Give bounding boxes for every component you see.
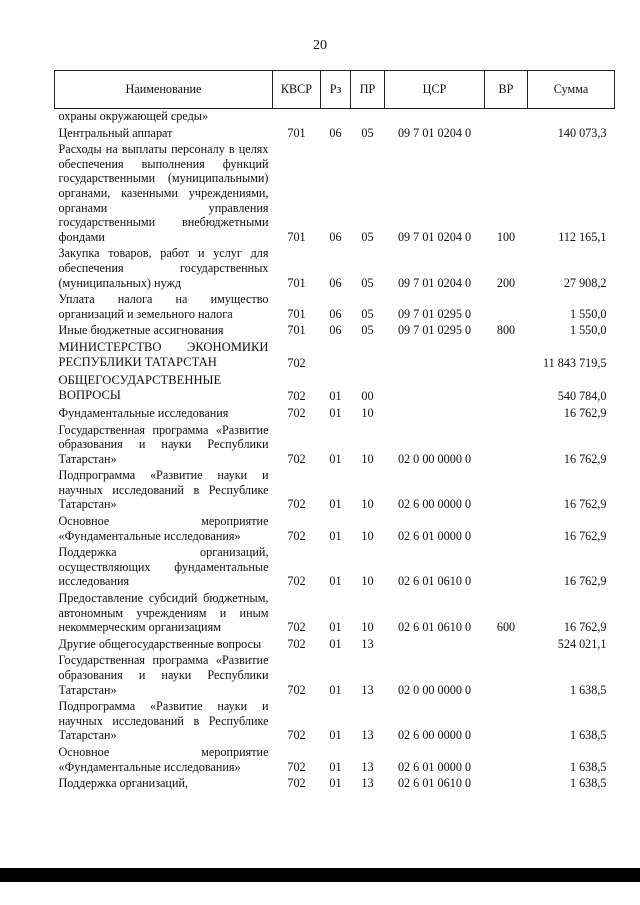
cell-kvsr: [273, 109, 321, 126]
cell-rz: [321, 109, 351, 126]
cell-sum: 1 550,0: [569, 323, 607, 338]
cell-rz: 06: [329, 275, 342, 290]
cell-name: Иные бюджетные ассигнования: [58, 323, 224, 338]
cell-csr: 02 6 01 0610 0: [397, 574, 472, 589]
table-row: [55, 373, 615, 406]
cell-pr: 05: [361, 323, 374, 338]
cell-csr: 09 7 01 0204 0: [397, 275, 472, 290]
cell-sum: 540 784,0: [557, 389, 607, 404]
cell-rz: [321, 340, 351, 373]
cell-name: ОБЩЕГОСУДАРСТВЕННЫЕ ВОПРОСЫ: [58, 372, 222, 403]
cell-rz: 01: [329, 620, 342, 635]
cell-sum: 1 550,0: [569, 306, 607, 321]
cell-name: Фундаментальные исследования: [58, 405, 229, 420]
cell-csr: [385, 340, 485, 373]
cell-pr: 10: [361, 405, 374, 420]
cell-csr: 02 6 00 0000 0: [397, 497, 472, 512]
cell-sum: 112 165,1: [558, 229, 607, 244]
table-row: [55, 745, 615, 776]
header-name: Наименование: [55, 71, 273, 109]
table-row: [55, 653, 615, 699]
cell-csr: 09 7 01 0295 0: [397, 323, 472, 338]
cell-kvsr: 701: [287, 275, 306, 290]
table-row: [55, 340, 615, 373]
cell-rz: 01: [329, 682, 342, 697]
cell-sum: 11 843 719,5: [542, 356, 607, 371]
cell-rz: 01: [329, 636, 342, 651]
cell-rz: 06: [329, 306, 342, 321]
header-rz: Рз: [321, 71, 351, 109]
header-sum: Сумма: [528, 71, 615, 109]
cell-kvsr: 702: [287, 451, 306, 466]
cell-kvsr: 702: [287, 528, 306, 543]
cell-kvsr: 702: [287, 759, 306, 774]
page-number: 20: [313, 38, 327, 53]
cell-pr: 13: [361, 776, 374, 791]
cell-kvsr: 702: [287, 728, 306, 743]
cell-pr: 13: [361, 636, 374, 651]
header-csr: ЦСР: [385, 71, 485, 109]
table-row: [55, 591, 615, 637]
cell-kvsr: 702: [287, 574, 306, 589]
cell-name: Подпрограмма «Развитие науки и научных исследований в Республике Татарстан»: [58, 699, 269, 743]
cell-name: Поддержка организаций,: [58, 776, 189, 791]
cell-kvsr: 701: [287, 229, 306, 244]
table-body: [55, 109, 615, 793]
cell-pr: 13: [361, 682, 374, 697]
cell-sum: 1 638,5: [569, 682, 607, 697]
cell-csr: 02 6 01 0610 0: [397, 776, 472, 791]
cell-csr: [385, 373, 485, 406]
cell-sum: 16 762,9: [563, 405, 607, 420]
cell-pr: 10: [361, 451, 374, 466]
cell-kvsr: 702: [287, 620, 306, 635]
table-row: [55, 514, 615, 545]
cell-name: Предоставление субсидий бюджетным, автономным учреждениям и иным некоммерческим организациям: [58, 591, 269, 635]
cell-csr: [385, 406, 485, 423]
cell-vr: [485, 514, 528, 545]
cell-name: охраны окружающей среды»: [58, 109, 209, 123]
cell-pr: 05: [361, 229, 374, 244]
cell-vr: [485, 653, 528, 699]
cell-pr: 10: [361, 620, 374, 635]
cell-sum: 1 638,5: [569, 776, 607, 791]
cell-sum: 16 762,9: [563, 574, 607, 589]
cell-name: Другие общегосударственные вопросы: [58, 636, 262, 651]
table-row: [55, 109, 615, 126]
cell-sum: 16 762,9: [563, 497, 607, 512]
cell-vr: [485, 406, 528, 423]
cell-pr: [351, 109, 385, 126]
cell-csr: 09 7 01 0204 0: [397, 125, 472, 140]
cell-csr: 02 6 01 0610 0: [397, 620, 472, 635]
cell-name: МИНИСТЕРСТВО ЭКОНОМИКИ РЕСПУБЛИКИ ТАТАРСТАН: [58, 339, 269, 370]
cell-kvsr: 702: [287, 389, 306, 404]
cell-pr: 10: [361, 528, 374, 543]
table-row: [55, 637, 615, 654]
cell-pr: 05: [361, 275, 374, 290]
cell-name: Государственная программа «Развитие образования и науки Республики Татарстан»: [58, 653, 269, 697]
cell-name: Государственная программа «Развитие образования и науки Республики Татарстан»: [58, 422, 269, 466]
cell-sum: 1 638,5: [569, 759, 607, 774]
cell-kvsr: 701: [287, 323, 306, 338]
table-row: [55, 776, 615, 793]
cell-pr: [351, 340, 385, 373]
cell-rz: 01: [329, 451, 342, 466]
cell-kvsr: 702: [287, 682, 306, 697]
cell-pr: 13: [361, 728, 374, 743]
table-row: [55, 292, 615, 323]
cell-vr: [485, 545, 528, 591]
table-row: [55, 246, 615, 292]
cell-name: Уплата налога на имущество организаций и земельного налога: [58, 292, 269, 321]
cell-csr: [385, 637, 485, 654]
cell-vr: [485, 292, 528, 323]
cell-name: Основное мероприятие «Фундаментальные исследования»: [58, 744, 269, 774]
cell-vr: [485, 373, 528, 406]
cell-rz: 06: [329, 125, 342, 140]
cell-csr: 02 6 01 0000 0: [397, 528, 472, 543]
cell-vr: [485, 109, 528, 126]
cell-vr: [485, 423, 528, 469]
cell-vr: [485, 745, 528, 776]
cell-rz: 01: [329, 776, 342, 791]
table-row: [55, 323, 615, 340]
cell-csr: 09 7 01 0295 0: [397, 306, 472, 321]
cell-vr: [485, 340, 528, 373]
cell-vr: 800: [496, 323, 516, 338]
cell-sum: 140 073,3: [557, 125, 607, 140]
table-row: [55, 468, 615, 514]
cell-vr: 200: [496, 275, 516, 290]
cell-vr: [485, 126, 528, 143]
cell-rz: 01: [329, 528, 342, 543]
cell-csr: 02 6 01 0000 0: [397, 759, 472, 774]
cell-pr: 10: [361, 574, 374, 589]
cell-csr: 02 0 00 0000 0: [397, 451, 472, 466]
cell-name: Расходы на выплаты персоналу в целях обеспечения выполнения функций государственными (муниципальными) органами, казенными учреждениями, органами управления государственными внебюджетными фондами: [58, 142, 269, 244]
cell-rz: 01: [329, 389, 342, 404]
scan-edge-bar: [0, 868, 640, 882]
cell-rz: 06: [329, 229, 342, 244]
cell-csr: 02 0 00 0000 0: [397, 682, 472, 697]
table-row: [55, 126, 615, 143]
table-row: [55, 142, 615, 246]
cell-vr: [485, 699, 528, 745]
cell-sum: 16 762,9: [563, 528, 607, 543]
header-vr: ВР: [485, 71, 528, 109]
cell-csr: [385, 109, 485, 126]
cell-kvsr: 701: [287, 125, 306, 140]
cell-pr: 13: [361, 759, 374, 774]
cell-sum: 16 762,9: [563, 451, 607, 466]
cell-kvsr: 702: [287, 497, 306, 512]
cell-pr: 05: [361, 125, 374, 140]
cell-vr: [485, 637, 528, 654]
cell-name: Подпрограмма «Развитие науки и научных исследований в Республике Татарстан»: [58, 468, 269, 512]
table-row: [55, 423, 615, 469]
table-header-row: [55, 71, 615, 109]
cell-rz: 01: [329, 497, 342, 512]
cell-name: Центральный аппарат: [58, 125, 173, 140]
cell-sum: 16 762,9: [563, 620, 607, 635]
budget-table: [54, 70, 615, 793]
cell-vr: 100: [496, 229, 516, 244]
cell-sum: [528, 109, 615, 126]
cell-kvsr: 702: [287, 356, 306, 371]
cell-vr: [485, 776, 528, 793]
cell-rz: 01: [329, 405, 342, 420]
header-kvsr: КВСР: [273, 71, 321, 109]
cell-kvsr: 702: [287, 636, 306, 651]
cell-name: Основное мероприятие «Фундаментальные исследования»: [58, 514, 269, 543]
cell-name: Поддержка организаций, осуществляющих фундаментальные исследования: [58, 545, 269, 589]
table-row: [55, 406, 615, 423]
cell-vr: 600: [496, 620, 516, 635]
cell-kvsr: 702: [287, 405, 306, 420]
table-row: [55, 545, 615, 591]
cell-csr: 02 6 00 0000 0: [397, 728, 472, 743]
cell-rz: 06: [329, 323, 342, 338]
cell-pr: 00: [361, 389, 374, 404]
cell-pr: 10: [361, 497, 374, 512]
cell-rz: 01: [329, 759, 342, 774]
cell-sum: 27 908,2: [563, 275, 607, 290]
cell-sum: 1 638,5: [569, 728, 607, 743]
cell-pr: 05: [361, 306, 374, 321]
cell-rz: 01: [329, 728, 342, 743]
header-pr: ПР: [351, 71, 385, 109]
cell-rz: 01: [329, 574, 342, 589]
cell-vr: [485, 468, 528, 514]
cell-csr: 09 7 01 0204 0: [397, 229, 472, 244]
table-row: [55, 699, 615, 745]
cell-kvsr: 701: [287, 306, 306, 321]
cell-kvsr: 702: [287, 776, 306, 791]
cell-name: Закупка товаров, работ и услуг для обеспечения государственных (муниципальных) нужд: [58, 246, 269, 290]
cell-sum: 524 021,1: [557, 636, 607, 651]
